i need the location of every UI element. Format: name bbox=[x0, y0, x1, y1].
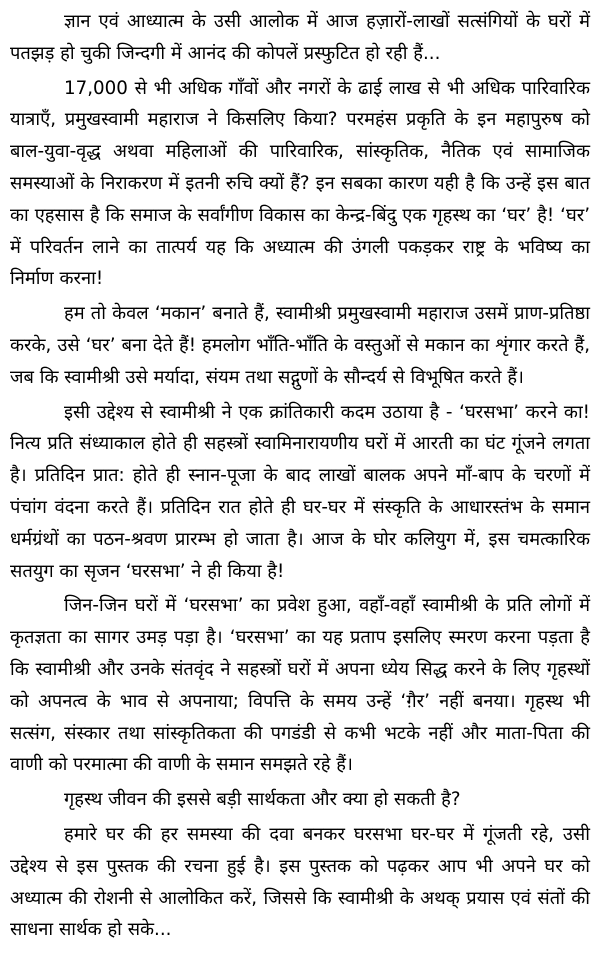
paragraph-6: गृहस्थ जीवन की इससे बड़ी सार्थकता और क्या हो सकती है? bbox=[64, 789, 461, 811]
paragraph-5: जिन-जिन घरों में ‘घरसभा’ का प्रवेश हुआ, वहाँ-वहाँ स्वामीश्री के प्रति लोगों में कृतज्ञता का सागर उमड़ पड़ा है। ‘घरसभा’ का यह प्रताप इसलिए स्मरण करना पड़ता है कि स्वामीश्री और उनके संतवृंद ने सहस्त्रों घरों में अपना ध्येय सिद्ध करने के लिए गृहस्थों को अपनत्व के भाव से अपनाया; विपत्ति के समय उन्हें ‘ग़ैर’ नहीं बनया। गृहस्थ भी सत्संग, संस्कार तथा सांस्कृतिकता की पगडंडी से कभी भटके नहीं और माता-पिता की वाणी को परमात्मा की वाणी के समान समझते रहे हैं। bbox=[10, 595, 590, 776]
paragraph-1: ज्ञान एवं आध्यात्म के उसी आलोक में आज हज़ारों-लाखों सत्संगियों के घरों में पतझड़ हो चुकी जिन्दगी में आनंद की कोपलें प्रस्फुटित हो रही हैं... bbox=[10, 11, 590, 64]
paragraph-3: हम तो केवल ‘मकान’ बनाते हैं, स्वामीश्री प्रमुखस्वामी महाराज उसमें प्राण-प्रतिष्ठा करके, उसे ‘घर’ बना देते हैं! हमलोग भाँति-भाँति के वस्तुओं से मकान का शृंगार करते हैं, जब कि स्वामीश्री उसे मर्यादा, संयम तथा सद्गुणों के सौन्दर्य से विभूषित करते हैं। bbox=[10, 303, 590, 388]
paragraph-7: हमारे घर की हर समस्या की दवा बनकर घरसभा घर-घर में गूंजती रहे, उसी उद्देश्य से इस पुस्तक की रचना हुई है। इस पुस्तक को पढ़कर आप भी अपने घर को अध्यात्म की रोशनी से आलोकित करें, जिससे कि स्वामीश्री के अथक् प्रयास एवं संतों की साधना सार्थक हो सके... bbox=[10, 823, 590, 941]
paragraph-4: इसी उद्देश्य से स्वामीश्री ने एक क्रांतिकारी कदम उठाया है - ‘घरसभा’ करने का! नित्य प्रति संध्याकाल होते ही सहस्त्रों स्वामिनारायणीय घरों में आरती का घंट गूंजने लगता है। प्रतिदिन प्रात: होते ही स्नान-पूजा के बाद लाखों बालक अपने माँ-बाप के चरणों में पंचांग वंदना करते हैं। प्रतिदिन रात होते ही घर-घर में संस्कृति के आधारस्तंभ के समान धर्मग्रंथों का पठन-श्रवण प्रारम्भ हो जाता है। आज के घोर कलियुग में, इस चमत्कारिक सतयुग का सृजन ‘घरसभा’ ने ही किया है! bbox=[10, 401, 590, 582]
paragraph-2: 17,000 से भी अधिक गाँवों और नगरों के ढाई लाख से भी अधिक पारिवारिक यात्राएँ, प्रमुखस्वामी महाराज ने किसलिए किया? परमहंस प्रकृति के इन महापुरुष को बाल-युवा-वृद्ध अथवा महिलाओं की पारिवारिक, सांस्कृतिक, नैतिक एवं सामाजिक समस्याओं के निराकरण में इतनी रुचि क्यों हैं? इन सबका कारण यही है कि उन्हें इस बात का एहसास है कि समाज के सर्वांगीण विकास का केन्द्र-बिंदु एक गृहस्थ का ‘घर’ है! ‘घर’ में परिवर्तन लाने का तात्पर्य यह कि अध्यात्म की उंगली पकड़कर राष्ट्र के भविष्य का निर्माण करना! bbox=[10, 77, 590, 290]
